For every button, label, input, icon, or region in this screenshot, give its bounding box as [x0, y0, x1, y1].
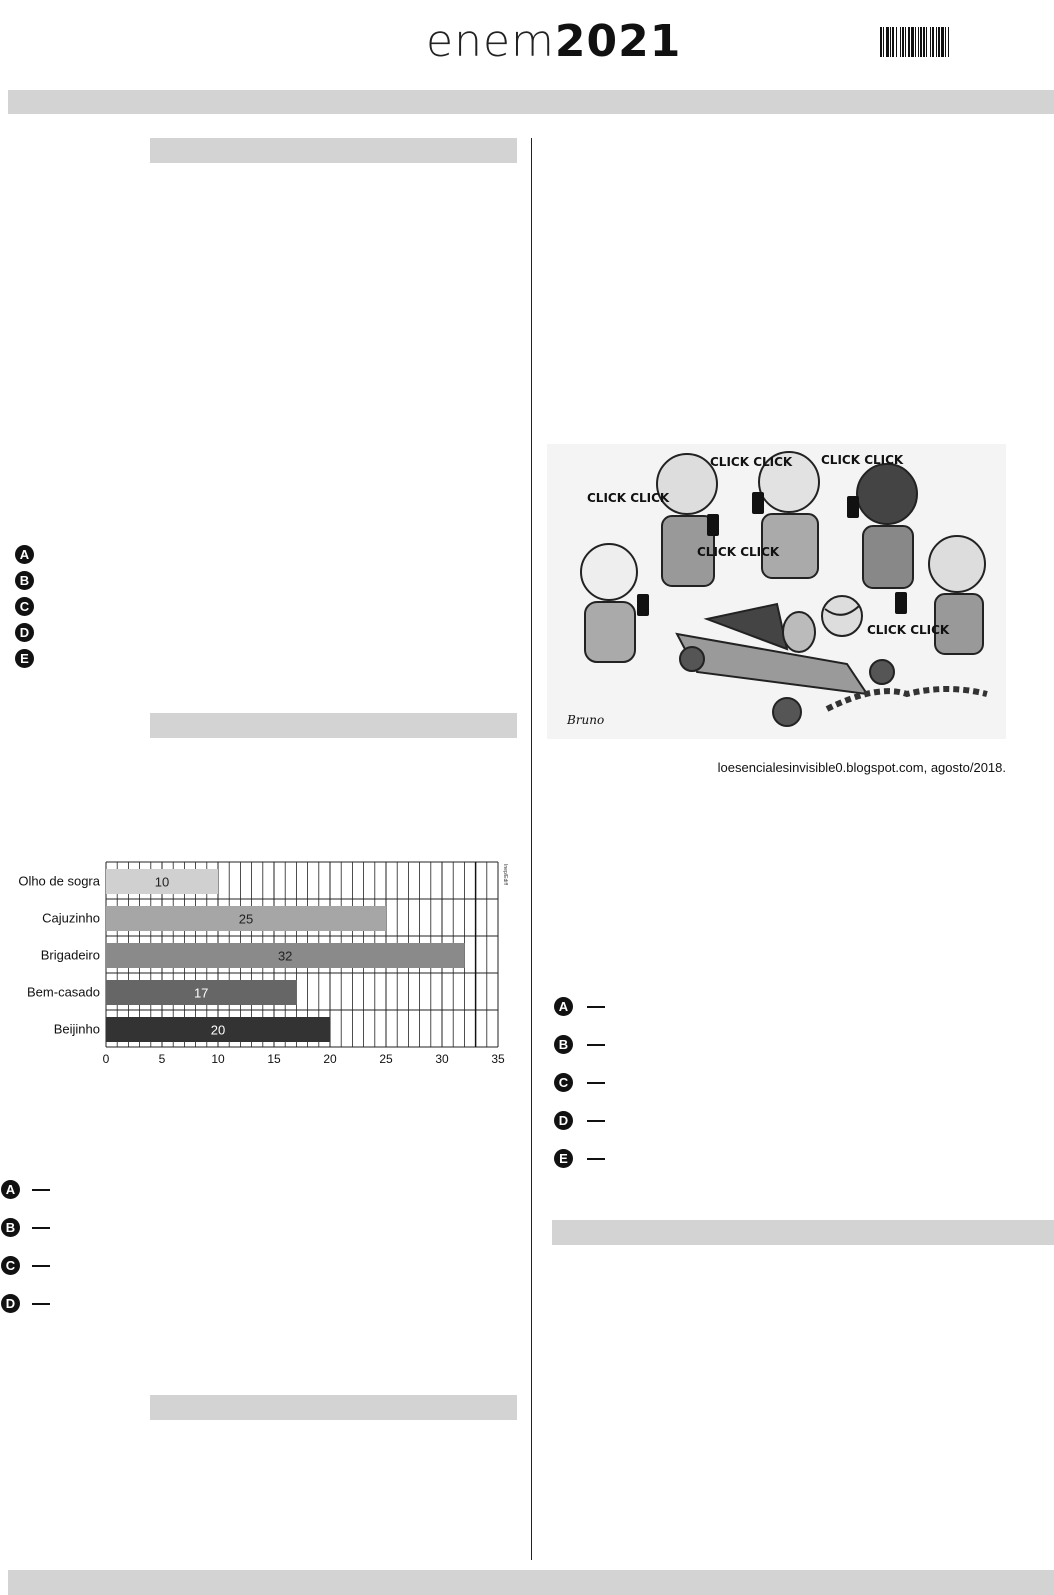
- option-letter-b[interactable]: B: [15, 571, 34, 590]
- option-d[interactable]: [554, 1111, 605, 1130]
- option-dash: [32, 1265, 50, 1267]
- option-b[interactable]: [1, 1218, 50, 1237]
- bar-value-label: 17: [193, 985, 209, 1001]
- x-tick-label: 5: [158, 1052, 166, 1066]
- option-e[interactable]: [554, 1149, 605, 1168]
- option-c[interactable]: [15, 597, 34, 616]
- option-dash: [32, 1303, 50, 1305]
- option-e[interactable]: [15, 649, 34, 668]
- logo-light-text: enem: [426, 16, 555, 67]
- option-dash: [587, 1120, 605, 1122]
- chart-svg: [6, 850, 512, 1070]
- option-dash: [32, 1189, 50, 1191]
- option-letter-c[interactable]: C: [15, 597, 34, 616]
- bar-value-label: 10: [154, 874, 170, 890]
- category-label: Cajuzinho: [42, 910, 100, 926]
- bar-value-label: 20: [210, 1022, 226, 1038]
- x-tick-label: 0: [102, 1052, 110, 1066]
- option-b[interactable]: [15, 571, 34, 590]
- option-dash: [587, 1044, 605, 1046]
- option-dash: [32, 1227, 50, 1229]
- bar-value-label: 32: [277, 948, 293, 964]
- click-text: CLICK CLICK: [821, 453, 904, 467]
- option-letter-e[interactable]: E: [15, 649, 34, 668]
- option-letter-a[interactable]: A: [1, 1180, 20, 1199]
- enem-logo: [426, 16, 681, 68]
- x-tick-label: 25: [379, 1052, 393, 1066]
- cartoon-signature: Bruno: [567, 713, 605, 727]
- option-dash: [587, 1082, 605, 1084]
- bar-value-label: 25: [238, 911, 254, 927]
- click-text: CLICK CLICK: [697, 545, 780, 559]
- option-letter-c[interactable]: C: [1, 1256, 20, 1275]
- x-tick-label: 20: [323, 1052, 337, 1066]
- x-tick-label: 30: [435, 1052, 449, 1066]
- chart-side-credit: Inep/Ediff: [502, 864, 508, 886]
- option-d[interactable]: [15, 623, 34, 642]
- option-letter-a[interactable]: A: [15, 545, 34, 564]
- question-header-band: [552, 1220, 1054, 1245]
- question-header-band: [150, 1395, 517, 1420]
- image-caption: loesencialesinvisible0.blogspot.com, agosto/2018.: [717, 760, 1006, 775]
- option-dash: [587, 1158, 605, 1160]
- x-tick-label: 15: [267, 1052, 281, 1066]
- option-a[interactable]: [554, 997, 605, 1016]
- barcode-bar: [949, 27, 950, 57]
- category-label: Olho de sogra: [18, 873, 100, 889]
- option-letter-d[interactable]: D: [15, 623, 34, 642]
- option-c[interactable]: [554, 1073, 605, 1092]
- option-letter-d[interactable]: D: [1, 1294, 20, 1313]
- category-label: Bem-casado: [27, 984, 100, 1000]
- logo-year-text: 2021: [554, 16, 682, 67]
- option-b[interactable]: [554, 1035, 605, 1054]
- category-label: Beijinho: [53, 1021, 100, 1037]
- footer-band: [8, 1570, 1054, 1595]
- question-header-band: [150, 713, 517, 738]
- barcode-icon: [880, 27, 1014, 57]
- bar-chart: [6, 850, 512, 1070]
- click-text: CLICK CLICK: [587, 491, 670, 505]
- x-tick-label: 35: [491, 1052, 505, 1066]
- option-letter-d[interactable]: D: [554, 1111, 573, 1130]
- column-divider: [531, 138, 532, 1560]
- cartoon-illustration: [547, 444, 1006, 739]
- option-letter-c[interactable]: C: [554, 1073, 573, 1092]
- option-dash: [587, 1006, 605, 1008]
- option-a[interactable]: [1, 1180, 50, 1199]
- option-d[interactable]: [1, 1294, 50, 1313]
- option-c[interactable]: [1, 1256, 50, 1275]
- click-text: CLICK CLICK: [867, 623, 950, 637]
- option-letter-e[interactable]: E: [554, 1149, 573, 1168]
- option-letter-b[interactable]: B: [554, 1035, 573, 1054]
- cartoon-image: [547, 444, 1006, 739]
- x-tick-label: 10: [211, 1052, 225, 1066]
- option-letter-b[interactable]: B: [1, 1218, 20, 1237]
- click-text: CLICK CLICK: [710, 455, 793, 469]
- header-band: [8, 90, 1054, 114]
- question-header-band: [150, 138, 517, 163]
- category-label: Brigadeiro: [40, 947, 100, 963]
- option-letter-a[interactable]: A: [554, 997, 573, 1016]
- option-a[interactable]: [15, 545, 34, 564]
